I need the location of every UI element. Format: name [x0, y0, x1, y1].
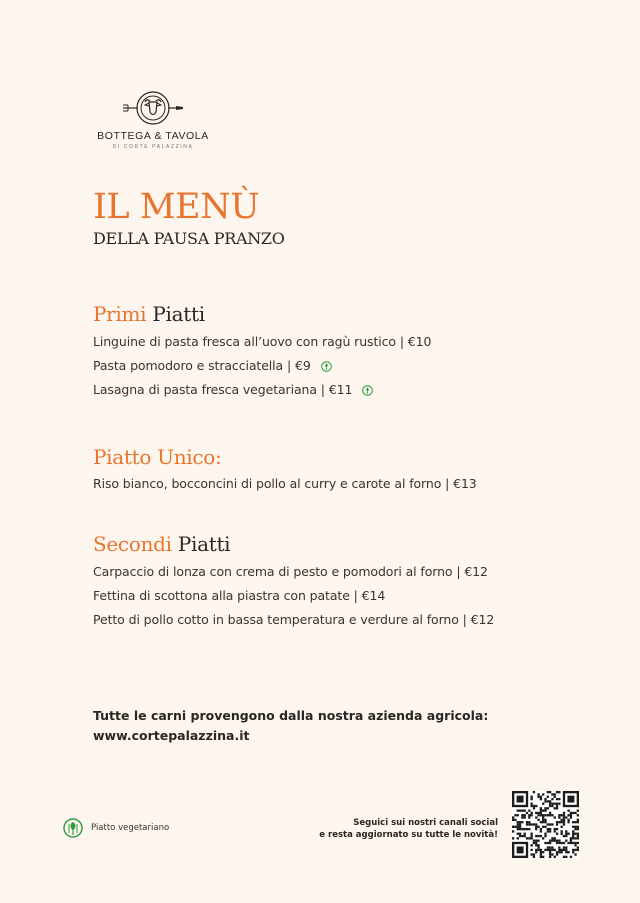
section-title-rest: Piatti — [177, 532, 231, 556]
menu-item — [93, 588, 385, 603]
section-title-highlight: Piatto Unico: — [93, 445, 222, 469]
page-subtitle: DELLA PAUSA PRANZO — [93, 229, 285, 248]
vegetarian-icon — [63, 818, 83, 838]
section-title-secondi — [93, 532, 230, 556]
website-link[interactable]: www.cortepalazzina.it — [93, 728, 250, 743]
section-title-unico — [93, 445, 221, 469]
qr-code-icon[interactable] — [512, 791, 579, 858]
section-title-rest: Piatti — [152, 302, 205, 326]
legend — [63, 818, 169, 838]
social-line-1: Seguici sui nostri canali social — [353, 818, 498, 828]
menu-item-text: Riso bianco, bocconcini di pollo al curry e carote al forno | €13 — [93, 476, 477, 491]
menu-item-text: Fettina di scottona alla piastra con patate | €14 — [93, 588, 386, 603]
section-title-highlight: Secondi — [93, 532, 172, 556]
brand-subtitle: DI CORTE PALAZZINA — [112, 144, 194, 150]
legend-label: Piatto vegetariano — [91, 823, 170, 833]
menu-item — [93, 382, 373, 397]
menu-item — [93, 358, 332, 373]
menu-item-text: Pasta pomodoro e stracciatella | €9 — [93, 358, 311, 373]
section-title-primi — [93, 302, 205, 326]
menu-item-text: Lasagna di pasta fresca vegetariana | €11 — [93, 382, 353, 397]
section-title-highlight: Primi — [93, 302, 147, 326]
menu-item — [93, 564, 488, 579]
cow-head-fork-knife-icon — [121, 90, 185, 126]
menu-item — [93, 612, 494, 627]
page-title: IL MENÙ — [93, 187, 260, 227]
vegetarian-icon — [321, 361, 332, 372]
brand-name: BOTTEGA & TAVOLA — [97, 130, 209, 142]
menu-item — [93, 476, 477, 491]
menu-item-text: Linguine di pasta fresca all’uovo con ragù rustico | €10 — [93, 334, 432, 349]
menu-item-text: Carpaccio di lonza con crema di pesto e pomodori al forno | €12 — [93, 564, 488, 579]
social-callout — [319, 817, 498, 841]
social-line-2: e resta aggiornato su tutte le novità! — [319, 830, 498, 840]
menu-item-text: Petto di pollo cotto in bassa temperatura e verdure al forno | €12 — [93, 612, 495, 627]
vegetarian-icon — [362, 385, 373, 396]
menu-item — [93, 334, 431, 349]
meat-origin-note — [93, 706, 488, 746]
meat-origin-text: Tutte le carni provengono dalla nostra azienda agricola: — [93, 708, 489, 723]
brand-logo — [92, 90, 214, 150]
